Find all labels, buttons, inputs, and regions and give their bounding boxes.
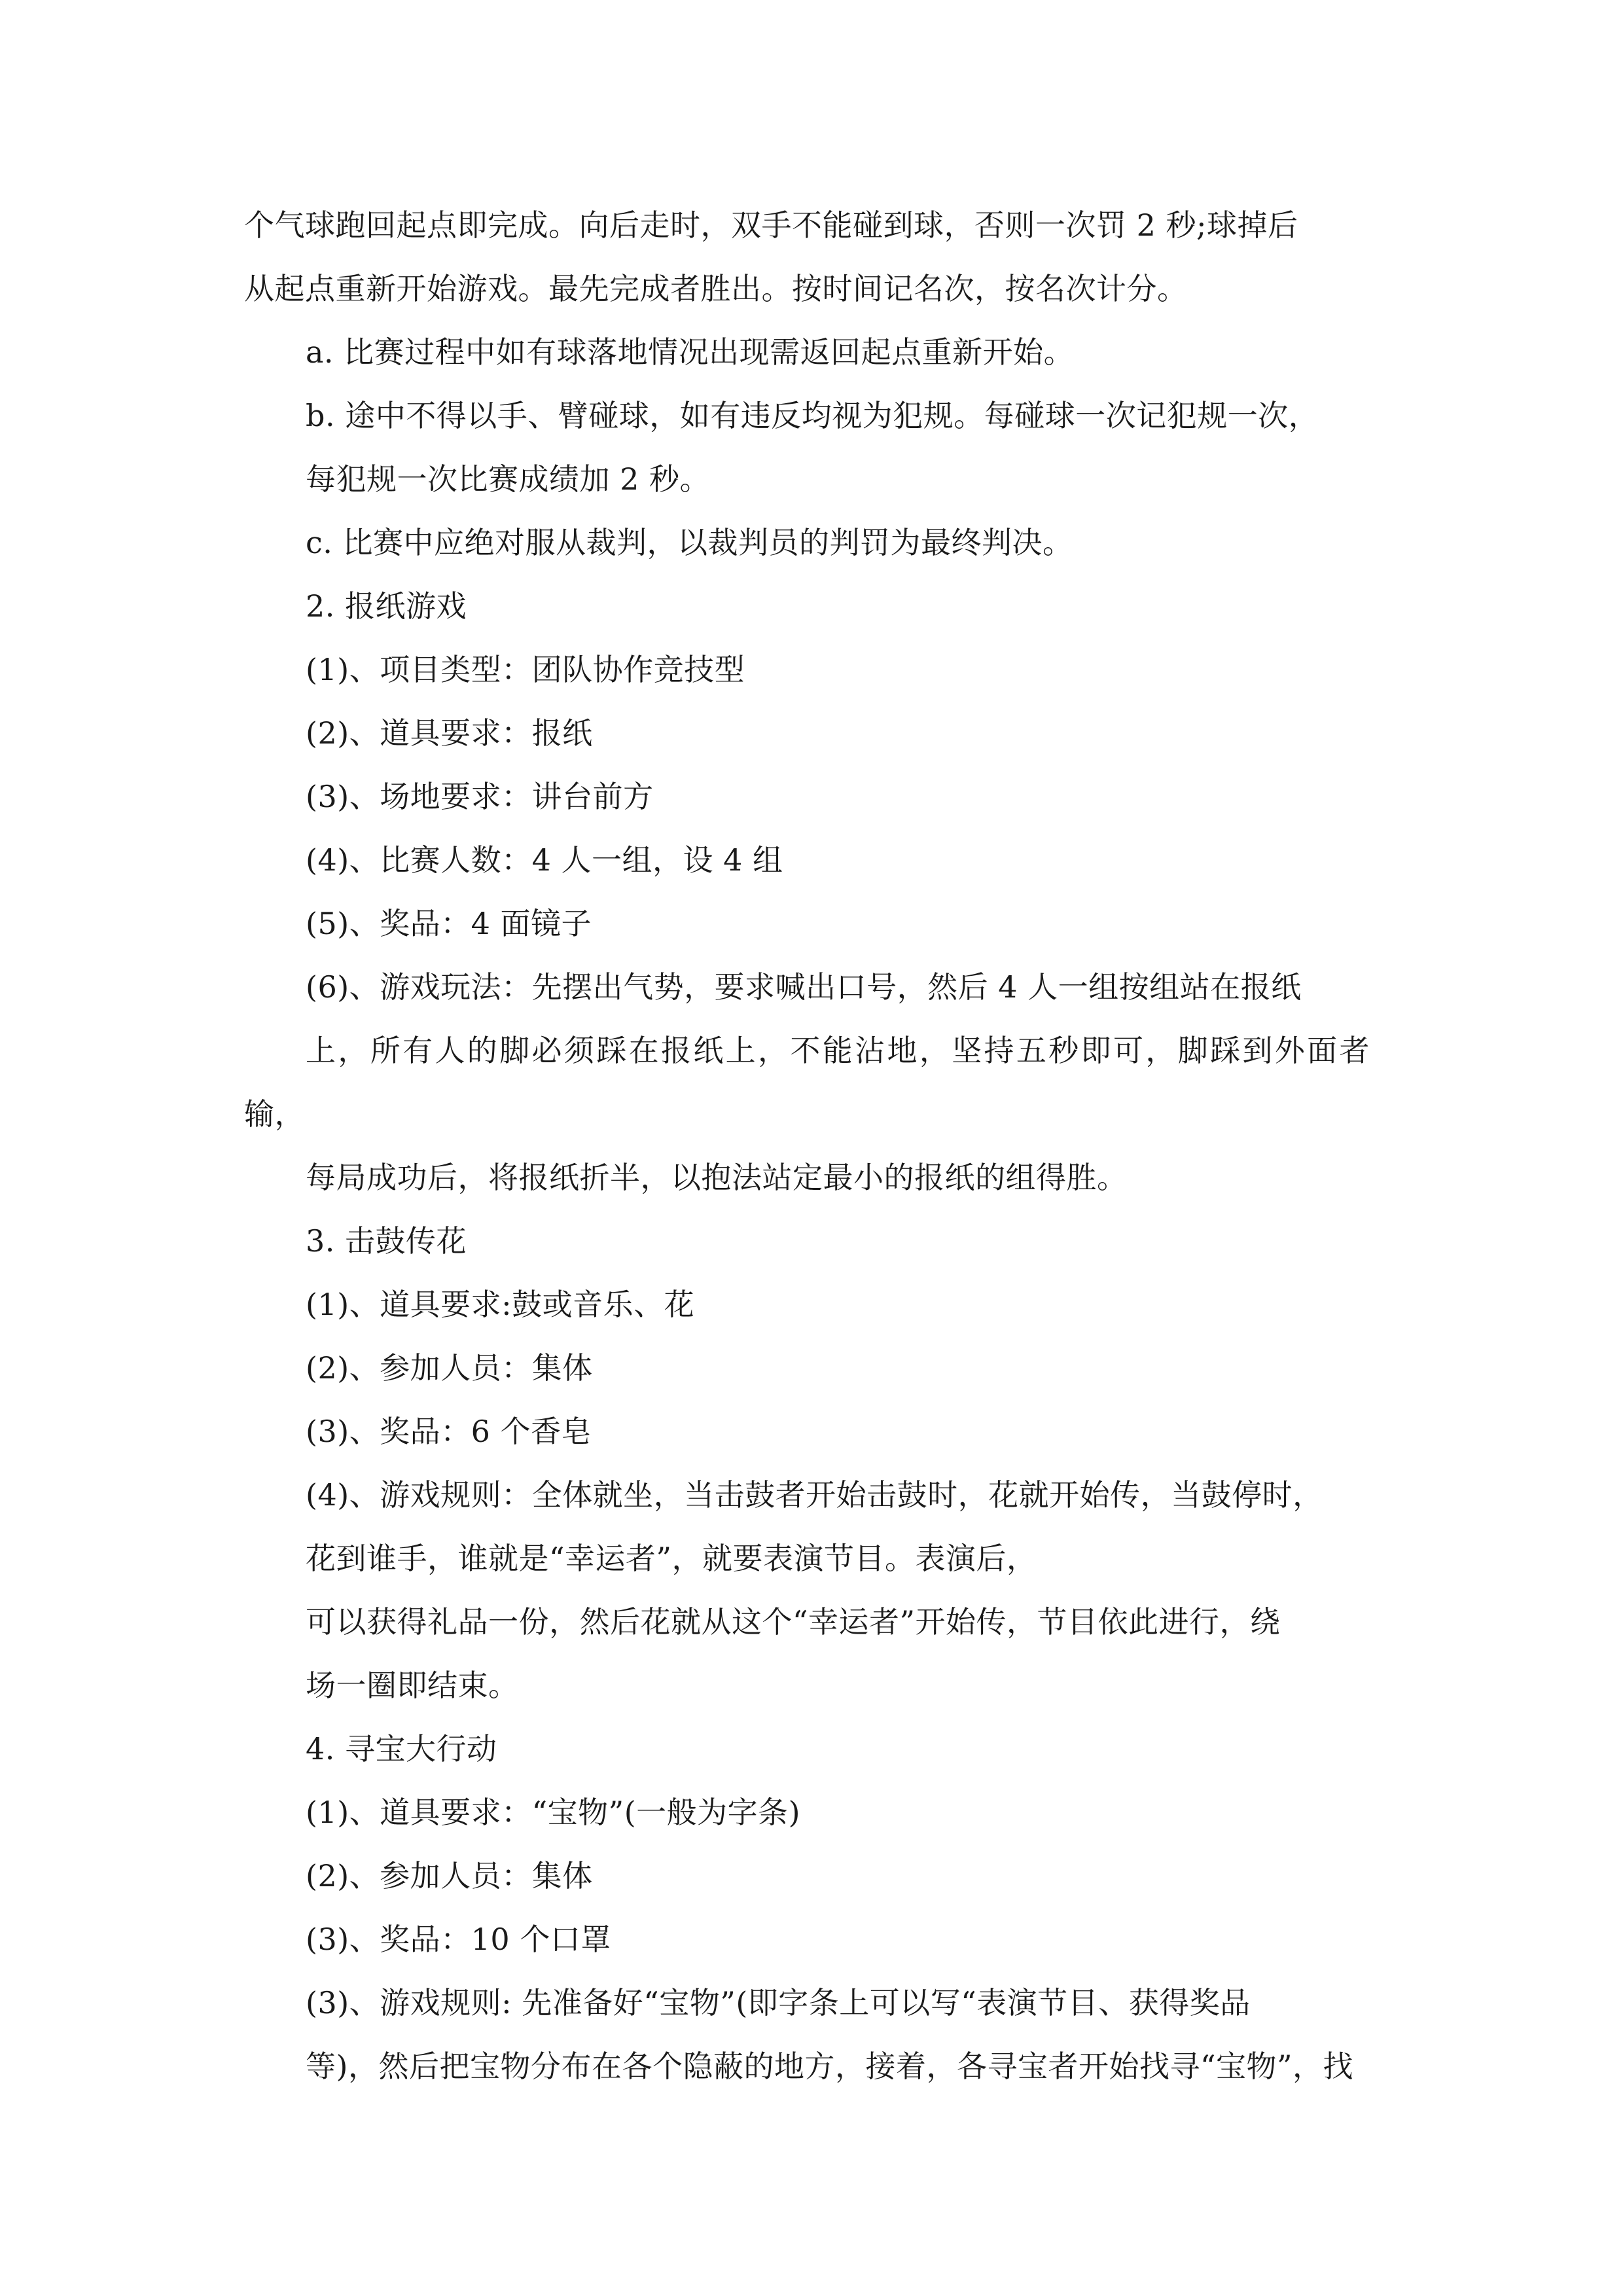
paragraph	[244, 829, 1370, 892]
paragraph	[244, 384, 1370, 511]
text-line: 3. 击鼓传花	[306, 1223, 467, 1259]
paragraph	[244, 638, 1370, 702]
text-line: (2)、参加人员：集体	[306, 1350, 593, 1386]
text-line: c. 比赛中应绝对服从裁判，以裁判员的判罚为最终判决。	[306, 525, 1073, 560]
text-line: (4)、游戏规则：全体就坐，当击鼓者开始击鼓时，花就开始传，当鼓停时，	[306, 1477, 1323, 1513]
text-line: 4. 寻宝大行动	[306, 1731, 497, 1767]
paragraph	[244, 956, 1370, 1210]
text-line: (3)、奖品：10 个口罩	[306, 1922, 611, 1957]
text-line: 场一圈即结束。	[306, 1668, 519, 1703]
paragraph	[244, 1781, 1370, 1844]
text-line: 等)，然后把宝物分布在各个隐蔽的地方，接着，各寻宝者开始找寻“宝物”，找	[306, 2049, 1353, 2084]
paragraph	[244, 1273, 1370, 1336]
text-line: (2)、参加人员：集体	[306, 1858, 593, 1893]
text-line: (3)、场地要求：讲台前方	[306, 779, 654, 814]
text-line: 每局成功后，将报纸折半，以抱法站定最小的报纸的组得胜。	[306, 1160, 1128, 1195]
paragraph	[244, 575, 1370, 638]
paragraph	[244, 1210, 1370, 1273]
text-line: 花到谁手，谁就是“幸运者”，就要表演节目。表演后，	[306, 1541, 1037, 1576]
paragraph	[244, 765, 1370, 829]
paragraph	[244, 321, 1370, 384]
text-line: 个气球跑回起点即完成。向后走时，双手不能碰到球，否则一次罚 2 秒;球掉后	[244, 207, 1298, 243]
text-line: (6)、游戏玩法：先摆出气势，要求喊出口号，然后 4 人一组按组站在报纸	[306, 969, 1302, 1005]
paragraph	[244, 194, 1370, 321]
text-line: 从起点重新开始游戏。最先完成者胜出。按时间记名次，按名次计分。	[244, 271, 1188, 306]
paragraph	[244, 1717, 1370, 1781]
text-line: (1)、项目类型：团队协作竞技型	[306, 652, 745, 687]
paragraph	[244, 1844, 1370, 1908]
text-line: 上，所有人的脚必须踩在报纸上，不能沾地，坚持五秒即可，脚踩到外面者输，	[244, 1033, 1370, 1132]
paragraph	[244, 1590, 1370, 1717]
document-body	[244, 194, 1370, 2098]
paragraph	[244, 511, 1370, 575]
text-line: (5)、奖品：4 面镜子	[306, 906, 592, 941]
text-line: (2)、道具要求：报纸	[306, 715, 593, 751]
text-line: (4)、比赛人数：4 人一组，设 4 组	[306, 842, 783, 878]
text-line: (1)、道具要求:鼓或音乐、花	[306, 1287, 695, 1322]
paragraph	[244, 1400, 1370, 1463]
text-line: 每犯规一次比赛成绩加 2 秒。	[306, 461, 711, 497]
paragraph	[244, 892, 1370, 956]
paragraph	[244, 1971, 1370, 2098]
paragraph	[244, 1336, 1370, 1400]
text-line: 可以获得礼品一份，然后花就从这个“幸运者”开始传，节目依此进行，绕	[306, 1604, 1281, 1640]
text-line: b. 途中不得以手、臂碰球，如有违反均视为犯规。每碰球一次记犯规一次，	[306, 398, 1319, 433]
text-line: (3)、游戏规则: 先准备好“宝物”(即字条上可以写“表演节目、获得奖品	[306, 1985, 1251, 2020]
text-line: (1)、道具要求：“宝物”(一般为字条)	[306, 1795, 801, 1830]
paragraph	[244, 1908, 1370, 1971]
text-line: a. 比赛过程中如有球落地情况出现需返回起点重新开始。	[306, 334, 1075, 370]
text-line: 2. 报纸游戏	[306, 588, 467, 624]
paragraph	[244, 1463, 1370, 1590]
paragraph	[244, 702, 1370, 765]
text-line: (3)、奖品：6 个香皂	[306, 1414, 592, 1449]
